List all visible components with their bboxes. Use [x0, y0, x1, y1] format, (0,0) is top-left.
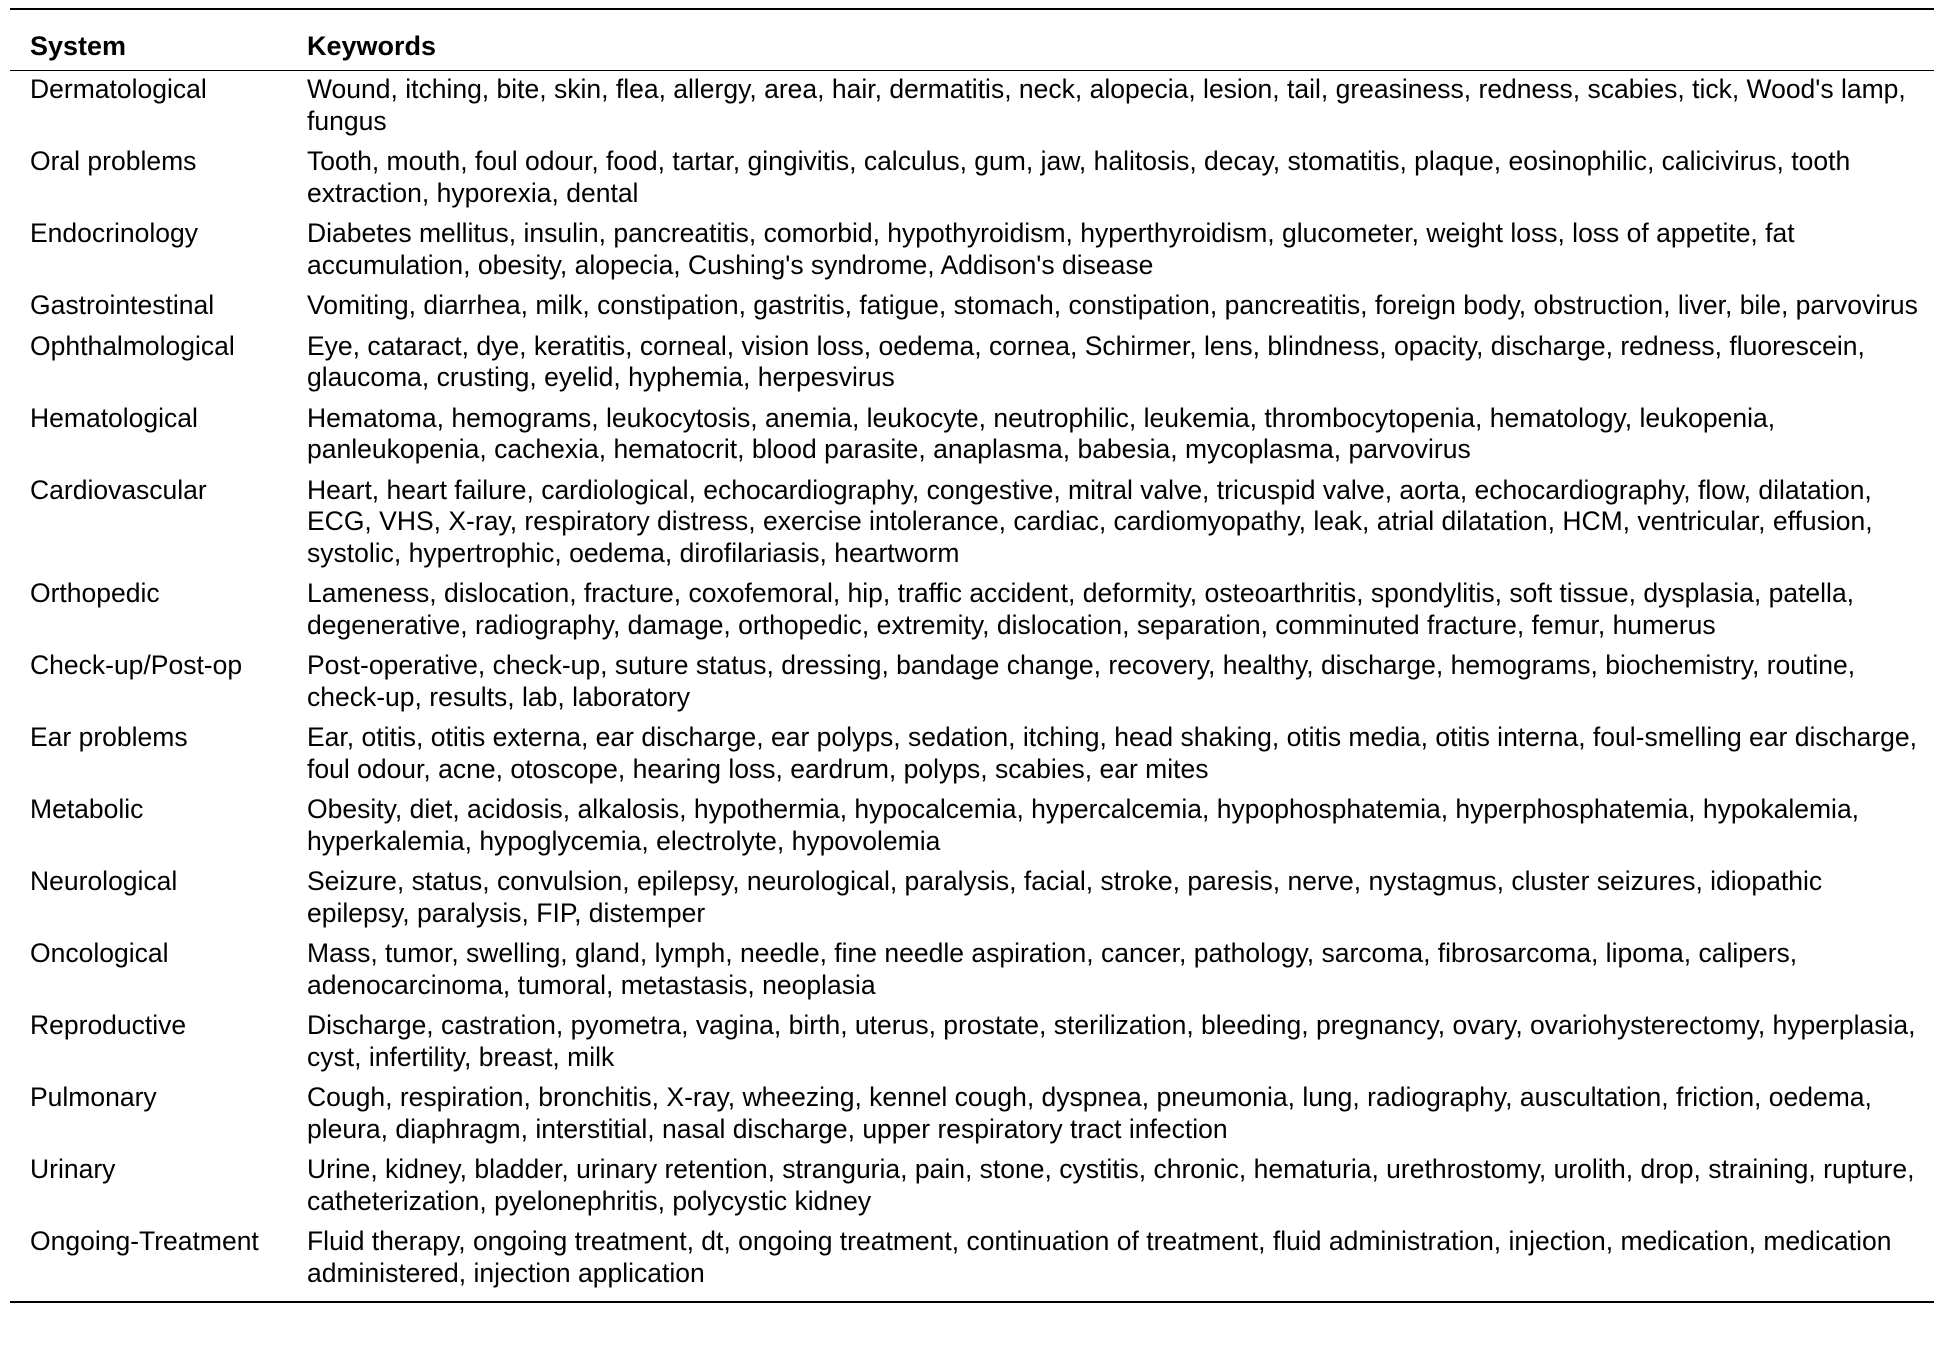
- table-row: [10, 1082, 1934, 1154]
- keywords-cell: Obesity, diet, acidosis, alkalosis, hypothermia, hypocalcemia, hypercalcemia, hypophosphatemia, hyperphosphatemia, hypokalemia, hyperkalemia, hypoglycemia, electrolyte, hypovolemia: [307, 794, 1860, 856]
- keywords-cell: Eye, cataract, dye, keratitis, corneal, vision loss, oedema, cornea, Schirmer, lens, blindness, opacity, discharge, redness, fluorescein, glaucoma, crusting, eyelid, hyphemia, herpesvirus: [307, 330, 1865, 392]
- table-row: [10, 331, 1934, 403]
- system-cell: Reproductive: [30, 1010, 187, 1040]
- header-system: System: [10, 9, 289, 71]
- keywords-cell: Post-operative, check-up, suture status, dressing, bandage change, recovery, healthy, discharge, hemograms, biochemistry, routine, check-up, results, lab, laboratory: [307, 650, 1856, 712]
- system-cell: Ear problems: [30, 722, 188, 752]
- keywords-cell: Heart, heart failure, cardiological, echocardiography, congestive, mitral valve, tricuspid valve, aorta, echocardiography, flow, dilatation, ECG, VHS, X-ray, respiratory distress, exercise intolerance, cardiac, cardiomyopathy, leak, atrial dilatation, HCM, ventricular, effusion, systolic, hypertrophic, oedema, dirofilariasis, heartworm: [307, 474, 1873, 568]
- table-row: [10, 146, 1934, 218]
- keywords-cell: Cough, respiration, bronchitis, X-ray, wheezing, kennel cough, dyspnea, pneumonia, lung, radiography, auscultation, friction, oedema, pleura, diaphragm, interstitial, nasal discharge, upper respiratory tract infection: [307, 1082, 1872, 1144]
- system-cell: Gastrointestinal: [30, 290, 215, 320]
- system-cell: Oncological: [30, 938, 169, 968]
- table-row: [10, 1226, 1934, 1302]
- table-row: [10, 578, 1934, 650]
- table-row: [10, 938, 1934, 1010]
- table-row: [10, 794, 1934, 866]
- header-keywords: Keywords: [289, 9, 1934, 71]
- system-cell: Check-up/Post-op: [30, 650, 243, 680]
- keywords-cell: Tooth, mouth, foul odour, food, tartar, gingivitis, calculus, gum, jaw, halitosis, decay, stomatitis, plaque, eosinophilic, calicivirus, tooth extraction, hyporexia, dental: [307, 146, 1851, 208]
- keywords-cell: Mass, tumor, swelling, gland, lymph, needle, fine needle aspiration, cancer, pathology, sarcoma, fibrosarcoma, lipoma, calipers, adenocarcinoma, tumoral, metastasis, neoplasia: [307, 938, 1798, 1000]
- keywords-cell: Discharge, castration, pyometra, vagina, birth, uterus, prostate, sterilization, bleeding, pregnancy, ovary, ovariohysterectomy, hyperplasia, cyst, infertility, breast, milk: [307, 1010, 1916, 1072]
- keywords-cell: Diabetes mellitus, insulin, pancreatitis, comorbid, hypothyroidism, hyperthyroidism, glucometer, weight loss, loss of appetite, fat accumulation, obesity, alopecia, Cushing's syndrome, Addison's disease: [307, 218, 1795, 280]
- table-header: [10, 9, 1934, 71]
- table-row: [10, 650, 1934, 722]
- table-row: [10, 71, 1934, 147]
- keywords-cell: Hematoma, hemograms, leukocytosis, anemia, leukocyte, neutrophilic, leukemia, thrombocytopenia, hematology, leukopenia, panleukopenia, cachexia, hematocrit, blood parasite, anaplasma, babesia, mycoplasma, parvovirus: [307, 402, 1776, 464]
- keywords-cell: Ear, otitis, otitis externa, ear discharge, ear polyps, sedation, itching, head shaking, otitis media, otitis interna, foul-smelling ear discharge, foul odour, acne, otoscope, hearing loss, eardrum, polyps, scabies, ear mites: [307, 722, 1917, 784]
- table-row: [10, 475, 1934, 579]
- system-cell: Ongoing-Treatment: [30, 1226, 259, 1256]
- system-cell: Oral problems: [30, 146, 197, 176]
- system-cell: Cardiovascular: [30, 474, 207, 505]
- keywords-cell: Vomiting, diarrhea, milk, constipation, gastritis, fatigue, stomach, constipation, pancreatitis, foreign body, obstruction, liver, bile, parvovirus: [307, 290, 1918, 320]
- table-row: [10, 290, 1934, 331]
- table-row: [10, 1010, 1934, 1082]
- keywords-table-container: [10, 8, 1934, 1303]
- system-cell: Orthopedic: [30, 578, 160, 608]
- table-row: [10, 722, 1934, 794]
- system-cell: Neurological: [30, 866, 178, 896]
- table-row: [10, 403, 1934, 475]
- header-row: [10, 9, 1934, 71]
- system-cell: Pulmonary: [30, 1082, 157, 1112]
- table-body: [10, 71, 1934, 1303]
- table-row: [10, 1154, 1934, 1226]
- system-keywords-table: [10, 8, 1934, 1303]
- system-cell: Metabolic: [30, 794, 144, 824]
- keywords-cell: Urine, kidney, bladder, urinary retention, stranguria, pain, stone, cystitis, chronic, hematuria, urethrostomy, urolith, drop, straining, rupture, catheterization, pyelonephritis, polycystic kidney: [307, 1154, 1915, 1216]
- system-cell: Urinary: [30, 1154, 116, 1184]
- table-row: [10, 218, 1934, 290]
- keywords-cell: Fluid therapy, ongoing treatment, dt, ongoing treatment, continuation of treatment, fluid administration, injection, medication, medication administered, injection application: [307, 1226, 1892, 1288]
- system-cell: Dermatological: [30, 74, 207, 104]
- system-cell: Hematological: [30, 402, 198, 433]
- system-cell: Endocrinology: [30, 218, 198, 248]
- keywords-cell: Wound, itching, bite, skin, flea, allergy, area, hair, dermatitis, neck, alopecia, lesion, tail, greasiness, redness, scabies, tick, Wood's lamp, fungus: [307, 74, 1906, 136]
- keywords-cell: Seizure, status, convulsion, epilepsy, neurological, paralysis, facial, stroke, paresis, nerve, nystagmus, cluster seizures, idiopathic epilepsy, paralysis, FIP, distemper: [307, 866, 1823, 928]
- table-row: [10, 866, 1934, 938]
- keywords-cell: Lameness, dislocation, fracture, coxofemoral, hip, traffic accident, deformity, osteoarthritis, spondylitis, soft tissue, dysplasia, patella, degenerative, radiography, damage, orthopedic, extremity, dislocation, separation, comminuted fracture, femur, humerus: [307, 578, 1855, 640]
- system-cell: Ophthalmological: [30, 330, 235, 361]
